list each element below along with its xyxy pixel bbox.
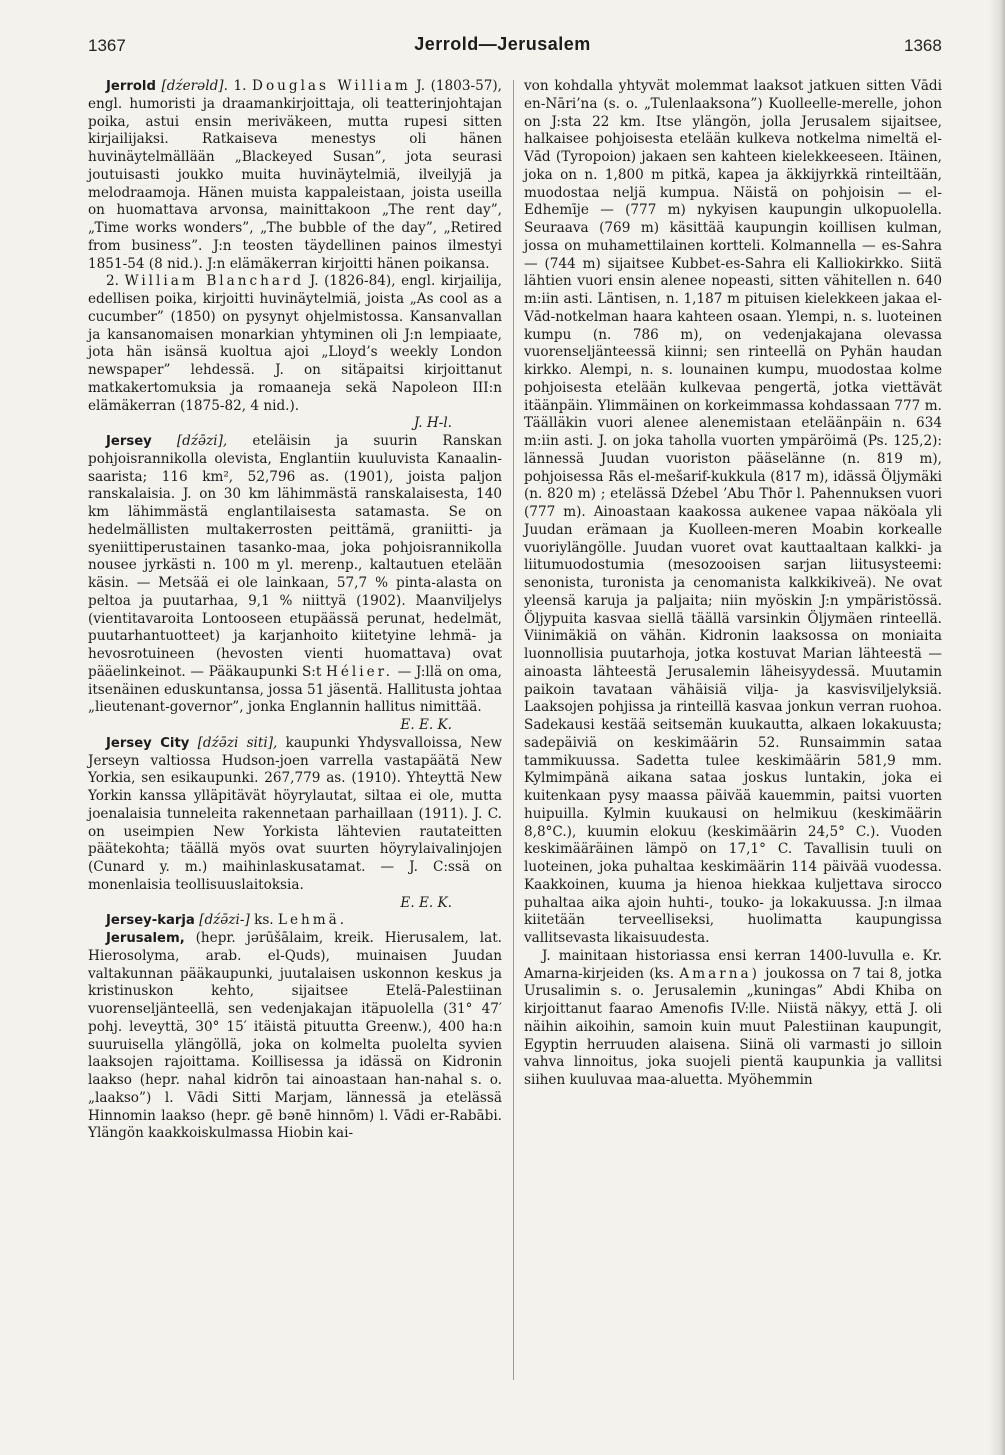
entry-jersey	[88, 433, 502, 717]
entry-text: (hepr. jərūšālaim, kreik. Hierusalem, lat. Hierosolyma, arab. el-Quds), muinaisen Juudan valtakunnan pääkaupunki, juutalaisen uskonnon keskus ja kristinuskon kehto, sijaitsee Etelä-Palestiinan vuorenseljänteellä, sen vedenjakajan itäpuolella (31° 47′ pohj. leveyttä, 30° 15′ itäistä pituutta Greenw.), 400 ha:n suuruisella ylängöllä, joka on kolmelta puolelta syvien laaksojen rajoittama. Koillisessa ja idässä on Kidronin laakso (hepr. nahal kidrōn tai ainoastaan han-nahal s. o. „laakso”) l. Vādi Sitti Marjam, lännessä ja etelässä Hinnomin laakso (hepr. gē bənē hinnōm) l. Vādi er-Rabābi. Ylängön kaakkoiskulmassa Hiobin kai-	[88, 930, 502, 1142]
entry-jerrold-1	[88, 78, 502, 273]
author-signature: E. E. K.	[400, 894, 452, 911]
entry-jerrold-2	[88, 273, 502, 415]
entry-jersey-city	[88, 735, 502, 895]
left-column	[88, 78, 502, 1143]
page-header	[0, 28, 1005, 60]
headword-jersey-city: Jersey City	[106, 735, 190, 751]
cross-reference: Amarna)	[679, 965, 760, 982]
entry-text: kaupunki Yhdysvalloissa, New Jerseyn valtiossa Hudson-joen varrella vastapäätä New Yorkia, sen esikaupunki. 267,779 as. (1910). Yhteyttä New Yorkin kanssa ylläpitävät höyrylautat, siltaa ei ole, mutta joenalaisia tunneleita rakennetaan parhaillaan (1911). J. C. on useimpien New Yorkista lähtevien rautateitten päätekohta; täällä myös ovat suurten höyrylaivalinjojen (Cunard y. m.) maihinlaskusatamat. — J. C:ssä on monenlaisia teollisuuslaitoksia.	[88, 734, 502, 893]
pronunciation: [dźǝ̄zi siti],	[197, 734, 278, 751]
city-name: Hélier.	[326, 663, 393, 680]
entry-text: joukossa on 7 tai 8, jotka Urusalimin s. o. Jerusalemin „kuningas” Abdi Khiba on kirjoittanut faarao Amenofis IV:lle. Niistä näkyy, että J. oli näihin aikoihin, samoin kuin muut Palestiinan kaupungit, Egyptin herruuden alaisena. Siinä oli varmasti jo silloin vahva linnoitus, joka suojeli pientä kaupunkia ja vallitsi siihen kuuluvaa maa-aluetta. Myöhemmin	[524, 965, 942, 1088]
jerusalem-continuation: von kohdalla yhtyvät molemmat laaksot jatkuen sitten Vādi en-Nāri’na (s. o. „Tulenlaaksona”) Kuolleelle-merelle, johon on J:sta 22 km. Itse ylängön, jolla Jerusalem sijaitsee, halkaisee pohjoisesta etelään kulkeva notkelma nimeltä el-Vād (Tyropoion) jakaen sen kahteen kielekkeeseen. Itäinen, joka on n. 1,800 m pitkä, kapea ja äkkijyrkkä rinteiltään, muodostaa neljä kumpua. Näistä on pohjoisin — el-Edhemīje — (777 m) nykyisen kaupungin ulkopuolella. Seuraava (769 m) käsittää kaupungin koillisen kulman, jossa on muhamettilainen kortteli. Kolmannella — es-Sahra — (744 m) sijaitsee Kubbet-es-Sahra eli Kalliokirkko. Siitä lähtien vuori ensin alenee nopeasti, sitten vähitellen n. 640 m:iin asti. Läntisen, n. 1,187 m pituisen kielekkeen jakaa el-Vād-notkelman haara kahteen osaan. Ylempi, n. s. luoteinen kumpu (n. 786 m), on vedenjakajana olevassa vuorenseljänteessä kiinni; sen rinteellä on Pyhän haudan kirkko. Alempi, n. s. lounainen kumpu, muodostaa kolme pohjoisesta etelään kulkevaa pengertä, jotka viettävät itäänpäin. Ylimmäinen on korkeimmassa kohdassaan 777 m. Täälläkin vuori alenee alenemistaan eteläänpäin n. 634 m:iin asti. J. on joka taholla vuorten ympäröimä (Ps. 125,2): lännessä Juudan vuoriston pääselänne (n. 819 m), pohjoisessa Rās el-mešarif-kukkula (817 m), idässä Öljymäki (n. 820 m) ; etelässä Dźebel ’Abu Thōr l. Pahennuksen vuori (777 m). Ainoastaan kaakossa aukenee vapaa näköala yli Juudan erämaan ja Kuolleen-meren Moabin korkealle vuoriylängölle. Juudan vuoret ovat kauttaaltaan kalkki- ja liitumuodostumia (mesozooisen sarjan liitusysteemi: senonista, turonista ja cenomanista kalkkikiveä). Ne ovat yleensä karuja ja paljaita; niin myöskin J:n ympäristössä. Öljypuita kasvaa siellä täällä varsinkin Öljymäen rinteellä. Viinimäkiä on vähän. Kidronin laaksossa on moniaita luonnollisia puutarhoja, jotka kostuvat Marian lähteestä — ainoasta lähteestä Jerusalemin läheisyydessä. Muutamin paikoin tavataan vähäisiä vilja- ja kasvisviljelyksiä. Laaksojen pohjissa ja rinteillä kasvaa jonkun verran ruohoa. Sadekausi kestää seitsemän kuukautta, alkaen lokakuusta; sadepäiviä on keskimäärin 52. Runsaimmin sataa tammikuussa. Sadetta tulee keskimäärin 581,9 mm. Kylmimpänä aikana sataa joskus luntakin, joka ei kuitenkaan pysy maassa päivää kauemmin, paitsi vuorten huipuilla. Kylmin kuukausi on helmikuu (keskimäärin 8,8°C.), kuumin elokuu (keskimäärin 24,5° C.). Vuoden keskimääräinen lämpö on 17,1° C. Tavallisin tuuli on luoteinen, joka puhaltaa keskimäärin 114 päivää vuodessa. Kaakkoinen, kuuma ja hienoa hiekkaa kuljettava sirocco puhaltaa aika ajoin huhti-, touko- ja lokakuussa. J:n ilmaa kiitetään terveelliseksi, huolimatta kaupungissa vallitsevasta likaisuudesta.	[524, 78, 942, 946]
headword-jerusalem: Jerusalem,	[106, 931, 185, 946]
author-signature: J. H-l.	[413, 415, 452, 432]
entry-text: J. (1803-57), engl. humoristi ja draamankirjoittaja, oli teatterinjohtajan poika, astui ensin meriväkeen, mutta rupesi sitten kirjailijaksi. Ratkaiseva menestys oli hänen huvinäytelmällään „Blackeyed Susan”, jota seurasi joutuisasti joukko muita huvinäytelmiä, ilveilyjä ja melodraamoja. Hänen muista kappaleistaan, joista useilla on huomattava arvonsa, mainittakoon „The rent day”, „Time works wonders”, „The bubble of the day”, „Retired from business”. J:n teosten täydellinen painos ilmestyi 1851-54 (8 nid.). J:n elämäkerran kirjoitti hänen poikansa.	[88, 78, 502, 272]
headword-jersey: Jersey	[106, 434, 152, 449]
see-also-prefix: ks.	[254, 912, 274, 929]
subentry-number: 2.	[106, 273, 119, 290]
jerusalem-history	[524, 948, 942, 1090]
entry-jersey-karja	[88, 912, 502, 930]
entry-jerusalem	[88, 930, 502, 1143]
person-name: Douglas William	[252, 78, 411, 94]
author-signature: E. E. K.	[400, 717, 452, 733]
page-edge-shadow	[989, 0, 1005, 1455]
right-column	[524, 78, 942, 1090]
headword-jersey-karja: Jersey-karja	[106, 913, 195, 929]
cross-reference: Lehmä.	[277, 912, 348, 929]
subentry-number: 1.	[233, 78, 247, 94]
entry-text: eteläisin ja suurin Ranskan pohjoisrannikolla olevista, Englantiin kuuluvista Kanaalin-saarista; 116 km², 52,796 as. (1901), joista paljon ranskalaisia. J. on 30 km lähimmästä ranskalaisesta, 140 km lähimmästä englantilaisesta satamasta. Se on hedelmällisten multakerrosten peittämä, graniitti- ja syeniittiperustainen tasanko-maa, joka pohjoisrannikolla nousee jyrkästi n. 100 m yl. merenp., kaltautuen etelään käsin. — Metsää ei ole lainkaan, 57,7 % pinta-alasta on peltoa ja puutarhaa, 9,1 % niittyä (1902). Maanviljelys (vientitavaroita Lontooseen etupäässä perunat, hedelmät, puutarhantuotteet) ja karjanhoito kiitetyine lehmä- ja hevosrotuineen (hevosten vienti huomattava) ovat pääelinkeinot. — Pääkaupunki S:t	[88, 433, 503, 680]
headword-jerrold: Jerrold	[106, 79, 156, 94]
page-number-left: 1367	[88, 36, 126, 55]
pronunciation: [dźǝ̄zi],	[176, 433, 228, 449]
pronunciation: [dźerəld].	[161, 78, 228, 94]
person-name: William Blanchard	[124, 273, 305, 290]
page-number-right: 1368	[904, 36, 942, 55]
pronunciation: [dźǝ̄zi-]	[199, 912, 250, 929]
running-head: Jerrold—Jerusalem	[414, 34, 591, 54]
entry-text: — J:llä on oma, itsenäinen eduskuntansa, jossa 51 jäsentä. Hallitusta johtaa „lieutenant-governor”, jonka Englannin hallitus nimittää.	[88, 663, 502, 716]
entry-text: J. (1826-84), engl. kirjailija, edellisen poika, kirjoitti huvinäytelmiä, joista „As cool as a cucumber” (1850) on pysynyt ohjelmistossa. Kansanvallan ja kansanomaisen monarkian yhtyminen oli J:n lempiaate, jota hän isänsä kuoltua ajoi „Lloyd’s weekly London newspaper” lehdessä. J. on sitäpaitsi kirjoittanut matkakertomuksia ja romaaneja sekä Napoleon III:n elämäkerran (1875-82, 4 nid.).	[88, 273, 502, 414]
entry-text: J. mainitaan historiassa ensi kerran 1400-luvulla e. Kr. Amarna-kirjeiden (ks.	[524, 947, 942, 982]
column-divider	[513, 80, 514, 1380]
